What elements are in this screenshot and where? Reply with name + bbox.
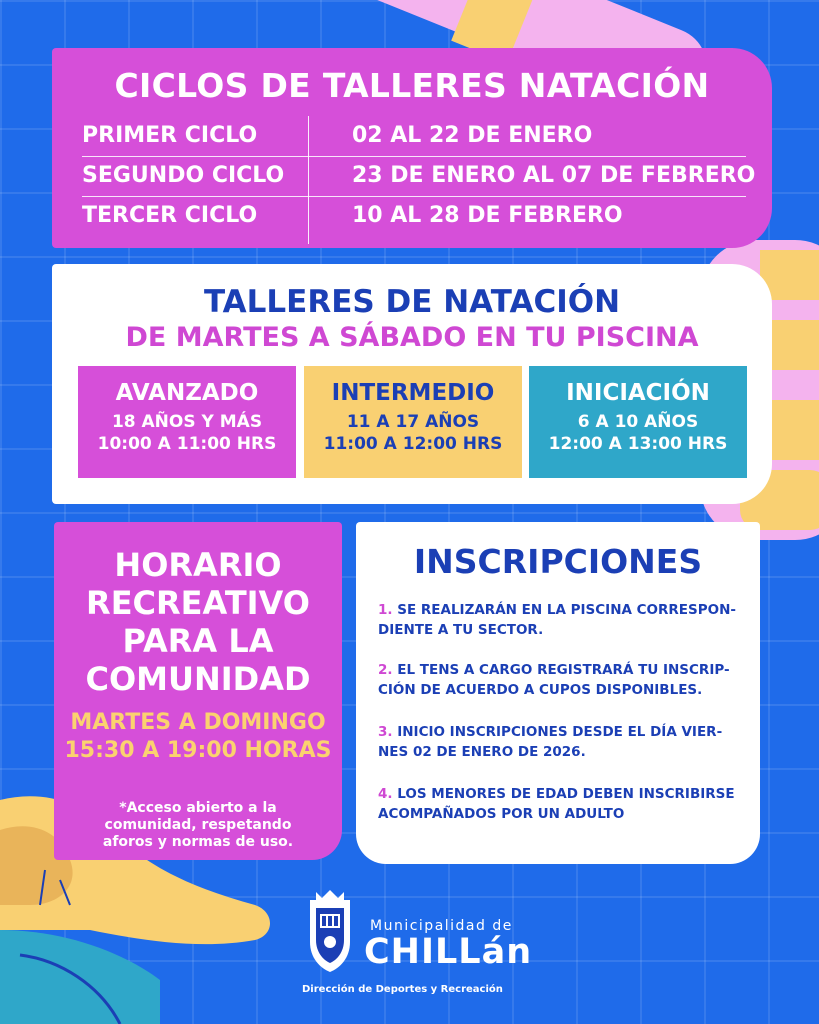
cycle-dates: 02 AL 22 DE ENERO bbox=[352, 123, 593, 148]
recreational-title bbox=[54, 546, 342, 698]
city-name: CHILLán bbox=[364, 932, 533, 972]
level-hours: 10:00 A 11:00 HRS bbox=[97, 434, 277, 454]
level-hours: 11:00 A 12:00 HRS bbox=[323, 434, 503, 454]
cycle-row bbox=[82, 156, 756, 196]
workshops-card bbox=[52, 264, 772, 504]
coat-of-arms-icon bbox=[302, 890, 358, 974]
step-text: ACOMPAÑADOS POR UN ADULTO bbox=[378, 806, 625, 822]
level-hours: 12:00 A 13:00 HRS bbox=[548, 434, 728, 454]
recreational-title-line: HORARIO bbox=[114, 546, 282, 584]
level-name: AVANZADO bbox=[115, 380, 259, 406]
recreational-title-line: PARA LA bbox=[122, 622, 274, 660]
recreational-days: MARTES A DOMINGO bbox=[70, 710, 326, 735]
access-note-line: comunidad, respetando bbox=[104, 817, 292, 833]
cycle-name: PRIMER CICLO bbox=[82, 123, 258, 148]
access-note-line: aforos y normas de uso. bbox=[102, 834, 294, 850]
step-text: LOS MENORES DE EDAD DEBEN INSCRIBIRSE bbox=[397, 786, 735, 802]
registration-step bbox=[378, 600, 744, 640]
recreational-hours: 15:30 A 19:00 HORAS bbox=[64, 738, 332, 763]
level-ages: 11 A 17 AÑOS bbox=[346, 412, 480, 432]
access-note-line: *Acceso abierto a la bbox=[119, 800, 277, 816]
registration-step bbox=[378, 784, 744, 824]
step-number: 4. bbox=[378, 786, 393, 802]
step-text: SE REALIZARÁN EN LA PISCINA CORRESPON- bbox=[397, 602, 737, 618]
step-text: NES 02 DE ENERO DE 2026. bbox=[378, 744, 586, 760]
level-beginner bbox=[529, 366, 747, 478]
level-advanced bbox=[78, 366, 296, 478]
cycle-name: TERCER CICLO bbox=[82, 203, 258, 228]
cycles-title: CICLOS DE TALLERES NATACIÓN bbox=[114, 66, 710, 105]
level-name: INICIACIÓN bbox=[566, 380, 710, 406]
workshops-title: TALLERES DE NATACIÓN bbox=[203, 284, 621, 320]
step-number: 3. bbox=[378, 724, 393, 740]
recreational-title-line: RECREATIVO bbox=[86, 584, 310, 622]
cycle-row bbox=[82, 116, 746, 156]
step-text: CIÓN DE ACUERDO A CUPOS DISPONIBLES. bbox=[378, 682, 703, 698]
step-number: 2. bbox=[378, 662, 393, 678]
cycle-dates: 23 DE ENERO AL 07 DE FEBRERO bbox=[352, 163, 756, 188]
recreational-title-line: COMUNIDAD bbox=[85, 660, 311, 698]
step-number: 1. bbox=[378, 602, 393, 618]
registrations-card bbox=[356, 522, 760, 864]
registration-step bbox=[378, 722, 744, 762]
level-ages: 18 AÑOS Y MÁS bbox=[111, 412, 263, 432]
recreational-hours-card bbox=[54, 522, 342, 860]
cycle-name: SEGUNDO CICLO bbox=[82, 163, 285, 188]
registrations-title: INSCRIPCIONES bbox=[413, 542, 703, 581]
step-text: INICIO INSCRIPCIONES DESDE EL DÍA VIER- bbox=[397, 724, 723, 740]
cycle-dates: 10 AL 28 DE FEBRERO bbox=[352, 203, 623, 228]
registration-step bbox=[378, 660, 744, 700]
step-text: DIENTE A TU SECTOR. bbox=[378, 622, 544, 638]
step-text: EL TENS A CARGO REGISTRARÁ TU INSCRIP- bbox=[397, 662, 730, 678]
workshops-subtitle: DE MARTES A SÁBADO EN TU PISCINA bbox=[125, 322, 699, 353]
level-intermediate bbox=[304, 366, 522, 478]
access-note bbox=[74, 800, 322, 851]
level-ages: 6 A 10 AÑOS bbox=[577, 412, 699, 432]
cycles-card bbox=[52, 48, 772, 248]
municipality-logo bbox=[298, 890, 538, 1000]
cycle-row bbox=[82, 196, 746, 236]
department-label: Dirección de Deportes y Recreación bbox=[302, 984, 503, 995]
level-name: INTERMEDIO bbox=[331, 380, 495, 406]
municipality-label: Municipalidad de bbox=[370, 918, 513, 934]
